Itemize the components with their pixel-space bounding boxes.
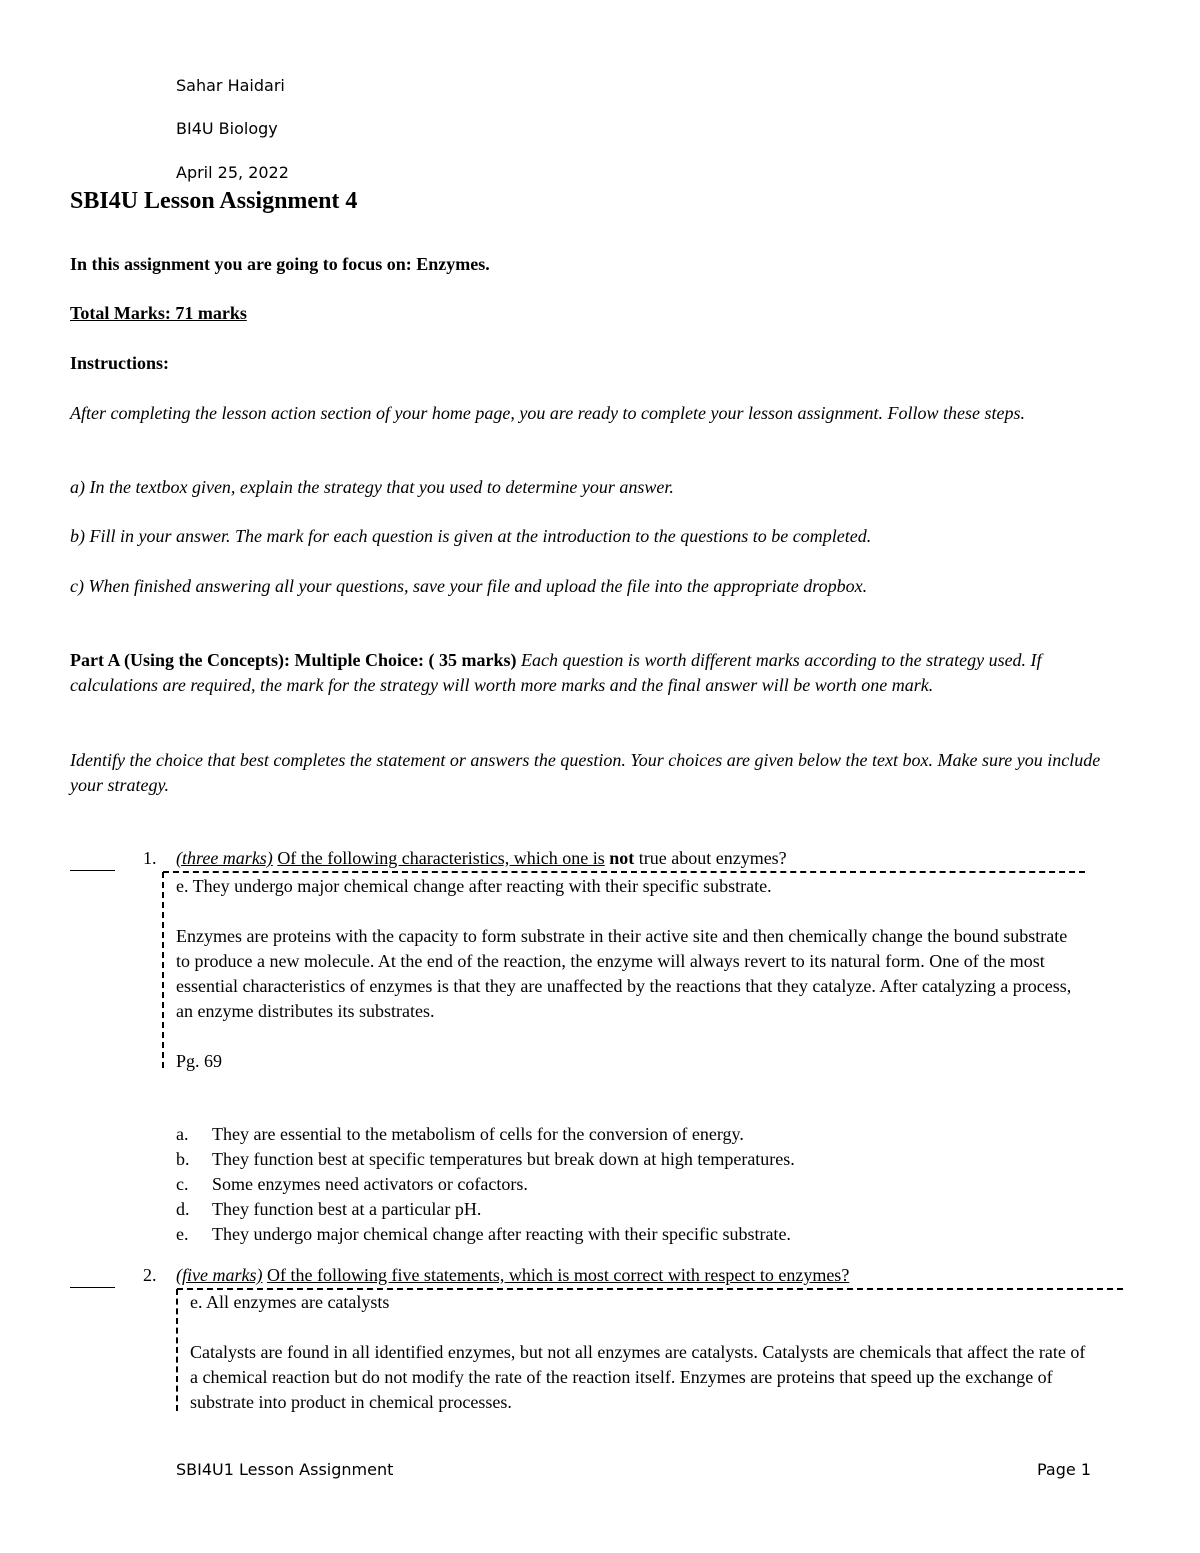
instruction-step-c: c) When finished answering all your questions, save your file and upload the file into the appropriate dropbox. [70, 576, 868, 596]
course-name: BI4U Biology [176, 119, 278, 138]
explanation-1: Enzymes are proteins with the capacity to form substrate in their active site and then chemically change the bound substrate to produce a new molecule. At the end of the reaction, the enzyme will always revert to its natural form. One of the most essential characteristics of enzymes is that they are unaffected by the reactions that they catalyze. After catalyzing a process, an enzyme distributes its substrates. [176, 926, 1072, 1021]
choice-b[interactable]: b. They function best at specific temperatures but break down at high temperatures. [176, 1149, 795, 1169]
instruction-step-b: b) Fill in your answer. The mark for each question is given at the introduction to the questions to be completed. [70, 526, 872, 546]
choice-c[interactable]: c. Some enzymes need activators or cofactors. [176, 1174, 528, 1194]
answer-2: e. All enzymes are catalysts [190, 1292, 390, 1312]
footer-title: SBI4U1 Lesson Assignment [176, 1460, 394, 1479]
student-name: Sahar Haidari [176, 76, 285, 95]
instructions-heading: Instructions: [70, 353, 170, 373]
focus-topic: Enzymes. [416, 254, 490, 274]
choice-a[interactable]: a. They are essential to the metabolism of cells for the conversion of energy. [176, 1124, 744, 1144]
answer-1: e. They undergo major chemical change after reacting with their specific substrate. [176, 876, 772, 896]
page-number: Page 1 [1037, 1460, 1091, 1479]
question-number-1: 1. [143, 848, 157, 868]
choice-d[interactable]: d. They function best at a particular pH. [176, 1199, 482, 1219]
focus-label: In this assignment you are going to focus on: [70, 254, 412, 274]
answer-box-2-left [176, 1289, 178, 1411]
focus-line [70, 252, 1130, 277]
answer-box-1-left [162, 872, 164, 1068]
answer-box-2[interactable] [190, 1290, 1090, 1415]
choices-1 [176, 1122, 795, 1247]
part-a-identify: Identify the choice that best completes the statement or answers the question. Your choices are given below the text box. Make sure you include your strategy. [70, 750, 1101, 795]
part-a-intro [70, 648, 1130, 698]
question-number-2: 2. [143, 1265, 157, 1285]
part-a-heading: Part A (Using the Concepts): Multiple Choice: ( 35 marks) [70, 650, 517, 670]
answer-box-1[interactable] [176, 874, 1076, 1074]
instructions-intro: After completing the lesson action section of your home page, you are ready to complete your lesson assignment. Follow these steps. [70, 403, 1025, 423]
page-title: SBI4U Lesson Assignment 4 [70, 188, 358, 214]
question-marks-1: (three marks) [176, 848, 273, 868]
answer-box-1-top [163, 871, 1085, 873]
explanation-2: Catalysts are found in all identified enzymes, but not all enzymes are catalysts. Catalysts are chemicals that affect the rate of a chemical reaction but do not modify the rate of the reaction itself. Enzymes are proteins that speed up the exchange of substrate into product in chemical processes. [190, 1342, 1086, 1412]
answer-blank-1[interactable] [70, 870, 115, 871]
instruction-step-a: a) In the textbox given, explain the strategy that you used to determine your answer. [70, 477, 674, 497]
answer-blank-2[interactable] [70, 1287, 115, 1288]
reference-1: Pg. 69 [176, 1051, 223, 1071]
question-marks-2: (five marks) [176, 1265, 263, 1285]
total-marks: Total Marks: 71 marks [70, 303, 247, 323]
question-text-1: (three marks) Of the following characteristics, which one is not true about enzymes? [176, 848, 787, 868]
choice-e[interactable]: e. They undergo major chemical change after reacting with their specific substrate. [176, 1224, 791, 1244]
assignment-date: April 25, 2022 [176, 163, 289, 182]
question-text-2: (five marks) Of the following five statements, which is most correct with respect to enzymes? [176, 1265, 850, 1285]
part-a-note: Each question is worth different marks according to the strategy used. If calculations are required, the mark for the strategy will worth more marks and the final answer will be worth one mark. [70, 650, 1042, 695]
